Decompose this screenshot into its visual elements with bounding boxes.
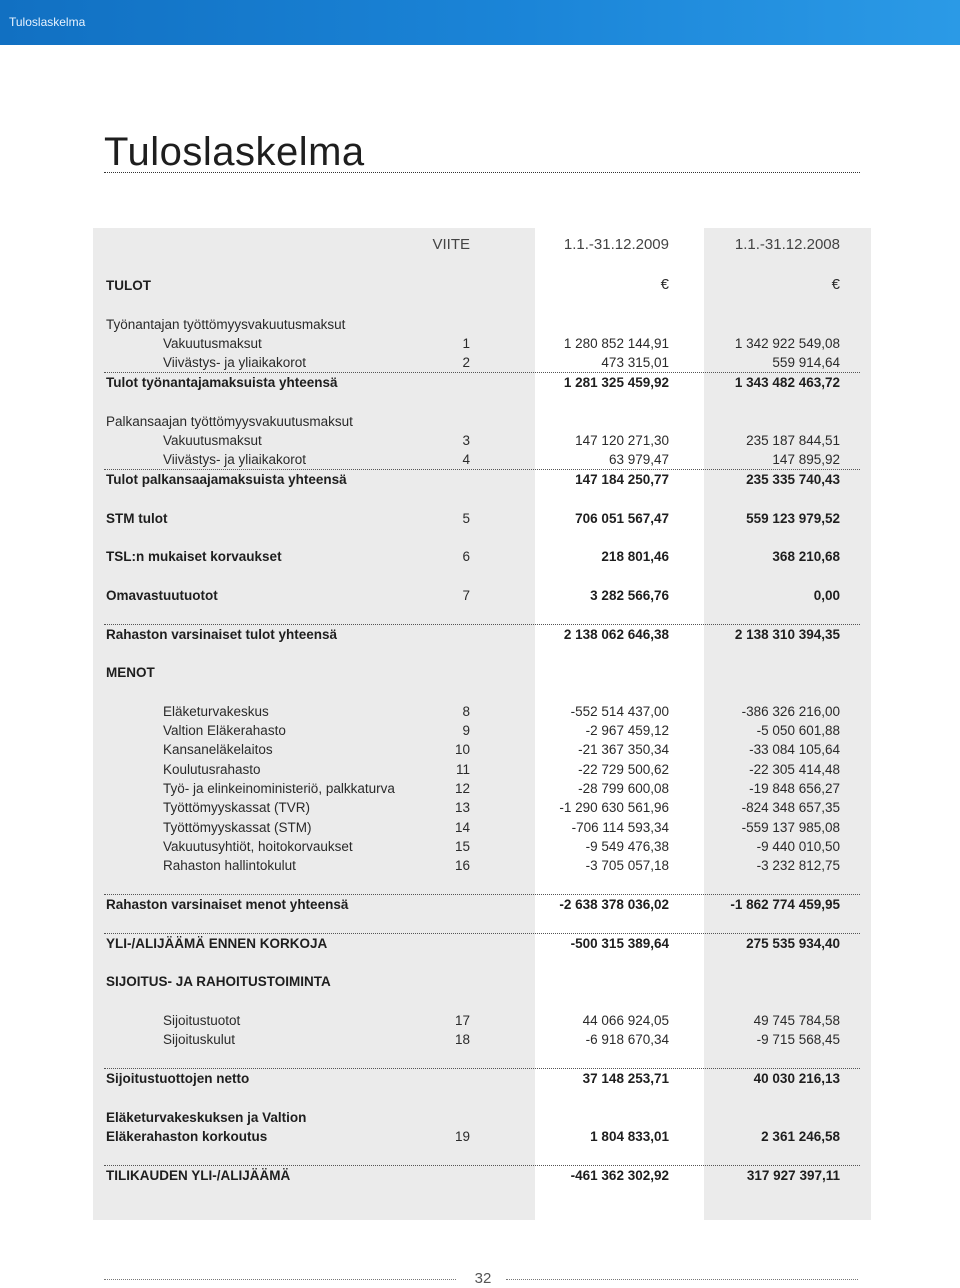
row-value-2009: 63 979,47 <box>608 452 669 467</box>
row-label: Työnantajan työttömyysvakuutusmaksut <box>106 317 346 332</box>
row-label: Eläkerahaston korkoutus <box>106 1129 268 1144</box>
row-label: Omavastuutuotot <box>106 588 218 603</box>
row-label: Palkansaajan työttömyysvakuutusmaksut <box>106 414 353 429</box>
row-note-ref: 13 <box>454 800 470 815</box>
row-value-2008: -386 326 216,00 <box>741 704 840 719</box>
row-note-ref: 9 <box>462 723 470 738</box>
row-value-2009: 2 138 062 646,38 <box>563 627 669 642</box>
row-divider <box>104 1068 860 1069</box>
row-value-2008: 559 914,64 <box>772 355 840 370</box>
row-value-2009: -6 918 670,34 <box>585 1032 669 1047</box>
row-value-2009: -706 114 593,34 <box>571 820 669 835</box>
row-value-2009: 473 315,01 <box>601 355 669 370</box>
row-value-2008: -19 848 656,27 <box>749 781 840 796</box>
row-value-2009: -461 362 302,92 <box>570 1168 669 1183</box>
row-note-ref: 11 <box>455 762 470 777</box>
row-label: Rahaston hallintokulut <box>163 858 296 873</box>
row-value-2008: 275 535 934,40 <box>746 936 840 951</box>
title-divider <box>104 172 860 173</box>
row-value-2008: -9 440 010,50 <box>756 839 840 854</box>
row-divider <box>104 1165 860 1166</box>
row-value-2009: -22 729 500,62 <box>578 762 669 777</box>
row-value-2009: -3 705 057,18 <box>585 858 669 873</box>
row-divider <box>104 933 860 934</box>
row-value-2009: 44 066 924,05 <box>582 1013 669 1028</box>
row-label: Työttömyyskassat (STM) <box>163 820 312 835</box>
row-value-2008: 368 210,68 <box>772 549 840 564</box>
row-value-2008: 2 138 310 394,35 <box>734 627 840 642</box>
row-value-2009: 147 184 250,77 <box>575 472 669 487</box>
row-divider <box>104 372 860 373</box>
row-value-2008: -559 137 985,08 <box>741 820 840 835</box>
row-divider <box>104 469 860 470</box>
row-label: Eläketurvakeskus <box>163 704 269 719</box>
banner-title: Tuloslaskelma <box>9 15 86 29</box>
row-label: Vakuutusyhtiöt, hoitokorvaukset <box>163 839 353 854</box>
row-value-2008: 235 187 844,51 <box>746 433 840 448</box>
row-note-ref: 18 <box>454 1032 470 1047</box>
row-value-2008: 1 342 922 549,08 <box>734 336 840 351</box>
row-value-2009: 1 804 833,01 <box>590 1129 669 1144</box>
row-label: Viivästys- ja yliaikakorot <box>163 452 307 467</box>
row-label: Työ- ja elinkeinoministeriö, palkkaturva <box>163 781 395 796</box>
row-note-ref: 10 <box>454 742 470 757</box>
row-value-2009: -552 514 437,00 <box>570 704 669 719</box>
row-label: Vakuutusmaksut <box>163 336 262 351</box>
row-note-ref: 8 <box>462 704 470 719</box>
row-label: Tulot työnantajamaksuista yhteensä <box>106 375 338 390</box>
year2-column-header: 1.1.-31.12.2008 <box>734 236 840 253</box>
row-value-2009: 1 281 325 459,92 <box>563 375 669 390</box>
row-label: Rahaston varsinaiset tulot yhteensä <box>106 627 338 642</box>
row-value-2008: -3 232 812,75 <box>756 858 840 873</box>
row-value-2009: -21 367 350,34 <box>578 742 669 757</box>
row-value-2009: 147 120 271,30 <box>575 433 669 448</box>
row-label: YLI-/ALIJÄÄMÄ ENNEN KORKOJA <box>106 936 328 951</box>
row-label: Valtion Eläkerahasto <box>163 723 286 738</box>
year1-column-header: 1.1.-31.12.2009 <box>563 236 669 253</box>
row-note-ref: 15 <box>454 839 470 854</box>
row-value-2009: 706 051 567,47 <box>575 511 669 526</box>
note-column-header: VIITE <box>432 236 470 253</box>
row-label: Työttömyyskassat (TVR) <box>163 800 311 815</box>
row-note-ref: 1 <box>462 336 470 351</box>
row-note-ref: 5 <box>462 511 470 526</box>
row-label: Eläketurvakeskuksen ja Valtion <box>106 1110 307 1125</box>
row-value-2009: -2 638 378 036,02 <box>559 897 669 912</box>
row-label: Koulutusrahasto <box>163 762 261 777</box>
page-title: Tuloslaskelma <box>104 130 365 174</box>
footer-divider-left <box>104 1279 456 1280</box>
row-label: Sijoituskulut <box>163 1032 236 1047</box>
row-label: Vakuutusmaksut <box>163 433 262 448</box>
row-value-2009: 37 148 253,71 <box>582 1071 669 1086</box>
row-note-ref: 4 <box>462 452 470 467</box>
row-label: STM tulot <box>106 511 168 526</box>
row-note-ref: 6 <box>462 549 470 564</box>
row-label: Viivästys- ja yliaikakorot <box>163 355 307 370</box>
year2-currency: € <box>831 276 840 293</box>
row-value-2008: 235 335 740,43 <box>746 472 840 487</box>
row-note-ref: 12 <box>454 781 470 796</box>
row-note-ref: 2 <box>462 355 470 370</box>
row-value-2009: -9 549 476,38 <box>585 839 669 854</box>
row-value-2008: 147 895,92 <box>772 452 840 467</box>
top-banner <box>0 0 960 45</box>
row-value-2009: 3 282 566,76 <box>590 588 669 603</box>
row-value-2009: 1 280 852 144,91 <box>563 336 669 351</box>
row-label: Rahaston varsinaiset menot yhteensä <box>106 897 349 912</box>
row-label: Sijoitustuotot <box>163 1013 241 1028</box>
row-value-2008: 0,00 <box>813 588 840 603</box>
row-value-2009: -500 315 389,64 <box>570 936 669 951</box>
footer-divider-right <box>506 1279 858 1280</box>
row-value-2008: -33 084 105,64 <box>749 742 840 757</box>
row-value-2009: -1 290 630 561,96 <box>559 800 669 815</box>
row-note-ref: 19 <box>454 1129 470 1144</box>
row-note-ref: 17 <box>454 1013 470 1028</box>
row-value-2009: -2 967 459,12 <box>585 723 669 738</box>
row-value-2008: 1 343 482 463,72 <box>734 375 840 390</box>
row-value-2009: -28 799 600,08 <box>578 781 669 796</box>
year1-currency: € <box>660 276 669 293</box>
row-value-2008: 49 745 784,58 <box>753 1013 840 1028</box>
row-value-2008: -824 348 657,35 <box>741 800 840 815</box>
row-value-2008: -22 305 414,48 <box>749 762 840 777</box>
row-value-2008: 2 361 246,58 <box>761 1129 840 1144</box>
row-divider <box>104 624 860 625</box>
row-value-2008: -9 715 568,45 <box>756 1032 840 1047</box>
row-value-2008: 317 927 397,11 <box>746 1168 840 1183</box>
row-value-2008: -1 862 774 459,95 <box>730 897 840 912</box>
row-value-2008: -5 050 601,88 <box>756 723 840 738</box>
row-note-ref: 16 <box>454 858 470 873</box>
row-label: Tulot palkansaajamaksuista yhteensä <box>106 472 347 487</box>
row-label: TULOT <box>106 278 151 293</box>
row-note-ref: 3 <box>462 433 470 448</box>
row-label: SIJOITUS- JA RAHOITUSTOIMINTA <box>106 974 331 989</box>
row-label: Kansaneläkelaitos <box>163 742 273 757</box>
row-divider <box>104 894 860 895</box>
row-label: TSL:n mukaiset korvaukset <box>106 549 282 564</box>
row-note-ref: 7 <box>462 588 470 603</box>
row-value-2008: 559 123 979,52 <box>746 511 840 526</box>
row-value-2008: 40 030 216,13 <box>753 1071 840 1086</box>
row-label: Sijoitustuottojen netto <box>106 1071 250 1086</box>
row-label: MENOT <box>106 665 155 680</box>
row-value-2009: 218 801,46 <box>601 549 669 564</box>
row-label: TILIKAUDEN YLI-/ALIJÄÄMÄ <box>106 1168 291 1183</box>
row-note-ref: 14 <box>454 820 470 835</box>
page-number: 32 <box>474 1270 492 1287</box>
